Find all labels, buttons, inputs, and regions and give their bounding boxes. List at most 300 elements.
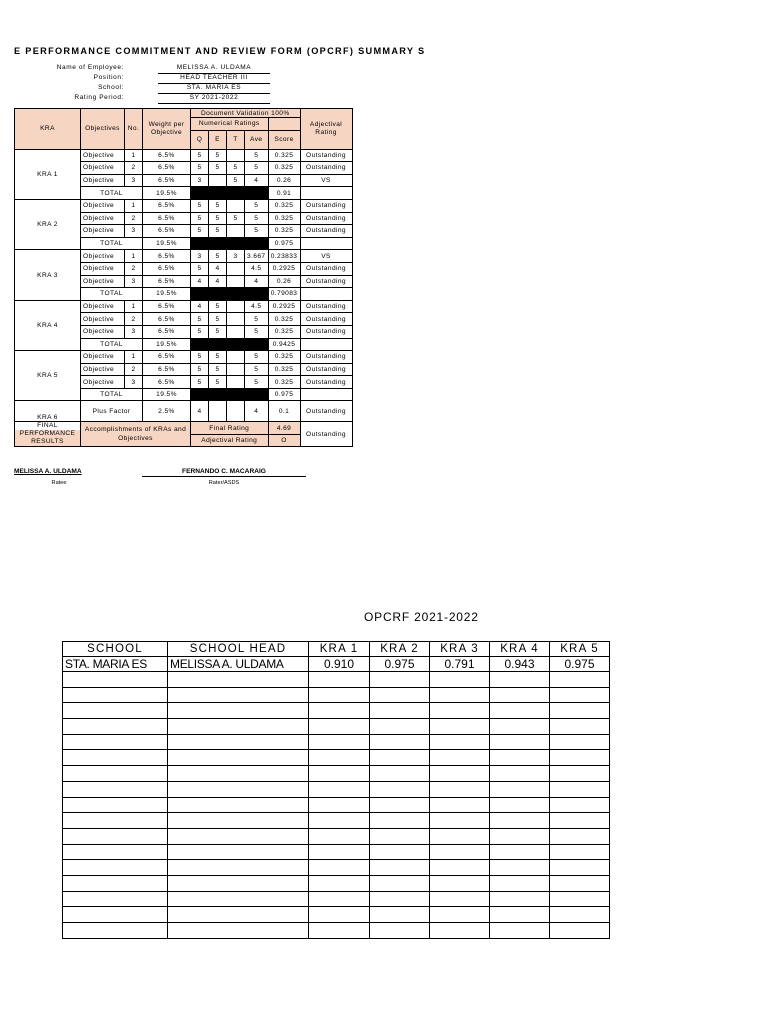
opcrf-empty-cell	[430, 687, 490, 703]
opcrf-empty-cell	[168, 875, 309, 891]
opcrf-cell: MELISSA A. ULDAMA	[168, 657, 309, 672]
objective-label: Objective	[81, 262, 125, 275]
opcrf-empty-cell	[430, 703, 490, 719]
opcrf-empty-cell	[63, 907, 168, 923]
opcrf-empty-cell	[550, 734, 610, 750]
opcrf-empty-row	[63, 891, 610, 907]
adjectival-rating: Outstanding	[300, 351, 352, 364]
opcrf-header-5: KRA 4	[490, 642, 550, 657]
opcrf-empty-cell	[63, 703, 168, 719]
objective-weight: 6.5%	[143, 262, 191, 275]
info-label: Rating Period:	[74, 94, 124, 101]
score: 0.2925	[268, 300, 300, 313]
header-ave: Ave	[245, 130, 269, 149]
score: 0.325	[268, 149, 300, 162]
opcrf-empty-cell	[430, 734, 490, 750]
opcrf-empty-cell	[168, 891, 309, 907]
adjectival-rating: Outstanding	[300, 225, 352, 238]
rating-e: 5	[209, 376, 227, 389]
rating-q: 5	[191, 162, 209, 175]
opcrf-empty-cell	[370, 687, 430, 703]
opcrf-empty-cell	[168, 703, 309, 719]
objective-no: 1	[125, 199, 143, 212]
opcrf-empty-cell	[309, 766, 370, 782]
rating-ave: 4	[245, 275, 269, 288]
score: 0.26	[268, 275, 300, 288]
opcrf-empty-cell	[168, 687, 309, 703]
opcrf-header-1: SCHOOL HEAD	[168, 642, 309, 657]
opcrf-cell: 0.943	[490, 657, 550, 672]
total-score: 0.975	[268, 237, 300, 250]
kra-label: KRA 1	[15, 149, 81, 199]
total-blackout	[191, 288, 269, 301]
rating-e	[209, 401, 227, 422]
rating-e: 5	[209, 212, 227, 225]
rating-e	[209, 174, 227, 187]
objective-label: Objective	[81, 363, 125, 376]
opcrf-empty-cell	[430, 923, 490, 939]
score: 0.325	[268, 313, 300, 326]
kra-label: KRA 3	[15, 250, 81, 300]
opcrf-empty-cell	[550, 797, 610, 813]
total-label: TOTAL	[81, 237, 143, 250]
adjectival-rating: Outstanding	[300, 212, 352, 225]
opcrf-empty-cell	[168, 672, 309, 688]
info-label: Position:	[93, 74, 124, 81]
info-value: MELISSA A. ULDAMA	[158, 64, 270, 74]
final-label: FINAL	[15, 422, 80, 430]
objective-label: Objective	[81, 225, 125, 238]
opcrf-empty-cell	[309, 703, 370, 719]
opcrf-empty-row	[63, 719, 610, 735]
opcrf-empty-cell	[490, 923, 550, 939]
opcrf-empty-row	[63, 687, 610, 703]
info-label: Name of Employee:	[56, 64, 124, 71]
total-label: TOTAL	[81, 187, 143, 200]
rating-q: 5	[191, 363, 209, 376]
opcrf-header-row	[63, 642, 610, 657]
opcrf-empty-cell	[490, 844, 550, 860]
objective-weight: 6.5%	[143, 363, 191, 376]
rating-e: 4	[209, 275, 227, 288]
opcrf-empty-cell	[309, 672, 370, 688]
opcrf-empty-cell	[309, 907, 370, 923]
opcrf-empty-row	[63, 766, 610, 782]
objective-no: 3	[125, 376, 143, 389]
opcrf-empty-cell	[168, 828, 309, 844]
plus-factor-label: Plus Factor	[81, 401, 143, 422]
opcrf-empty-cell	[490, 891, 550, 907]
opcrf-empty-row	[63, 844, 610, 860]
objective-no: 3	[125, 325, 143, 338]
total-adjectival-blank	[300, 288, 352, 301]
objective-weight: 6.5%	[143, 199, 191, 212]
opcrf-empty-cell	[550, 813, 610, 829]
opcrf-empty-cell	[370, 907, 430, 923]
opcrf-empty-cell	[63, 672, 168, 688]
score: 0.325	[268, 351, 300, 364]
opcrf-empty-cell	[63, 813, 168, 829]
opcrf-empty-cell	[370, 766, 430, 782]
rating-t	[227, 313, 245, 326]
opcrf-empty-cell	[370, 844, 430, 860]
rating-ave: 5	[245, 225, 269, 238]
objective-weight: 6.5%	[143, 225, 191, 238]
header-q: Q	[191, 130, 209, 149]
total-label: TOTAL	[81, 388, 143, 401]
opcrf-cell: 0.791	[430, 657, 490, 672]
objective-no: 2	[125, 162, 143, 175]
rating-q: 4	[191, 275, 209, 288]
objective-weight: 6.5%	[143, 300, 191, 313]
adjectival-rating: Outstanding	[300, 313, 352, 326]
rating-e: 4	[209, 262, 227, 275]
rating-t	[227, 262, 245, 275]
opcrf-empty-cell	[63, 766, 168, 782]
adjectival-rating: VS	[300, 250, 352, 263]
objective-label: Objective	[81, 351, 125, 364]
opcrf-empty-cell	[490, 750, 550, 766]
objective-weight: 6.5%	[143, 212, 191, 225]
objective-weight: 2.5%	[143, 401, 191, 422]
adjectival-rating-value: O	[268, 434, 300, 447]
opcrf-cell: 0.975	[370, 657, 430, 672]
final-rating-value: 4.69	[268, 422, 300, 435]
header-doc-validation: Document Validation 100%	[191, 109, 301, 118]
objective-label: Objective	[81, 376, 125, 389]
opcrf-empty-cell	[550, 750, 610, 766]
objective-label: Objective	[81, 325, 125, 338]
rating-e: 5	[209, 250, 227, 263]
opcrf-empty-cell	[168, 750, 309, 766]
opcrf-empty-cell	[168, 734, 309, 750]
adjectival-rating: Outstanding	[300, 363, 352, 376]
total-adjectival-blank	[300, 237, 352, 250]
score: 0.325	[268, 376, 300, 389]
opcrf-empty-cell	[63, 719, 168, 735]
opcrf-empty-row	[63, 703, 610, 719]
objective-no: 2	[125, 363, 143, 376]
rating-e: 5	[209, 351, 227, 364]
objective-weight: 6.5%	[143, 250, 191, 263]
performance-results-label: PERFORMANCE RESULTS	[19, 430, 76, 446]
opcrf-cell: STA. MARIA ES	[63, 657, 168, 672]
kra-label: KRA 4	[15, 300, 81, 350]
total-adjectival-blank	[300, 388, 352, 401]
opcrf-empty-cell	[168, 860, 309, 876]
opcrf-empty-cell	[550, 828, 610, 844]
objective-no: 1	[125, 351, 143, 364]
opcrf-empty-row	[63, 797, 610, 813]
objective-row	[15, 300, 353, 313]
opcrf-empty-cell	[490, 860, 550, 876]
rating-t	[227, 225, 245, 238]
rating-ave: 5	[245, 149, 269, 162]
rating-t	[227, 149, 245, 162]
rating-t	[227, 363, 245, 376]
opcrf-empty-cell	[430, 860, 490, 876]
total-weight: 19.5%	[143, 288, 191, 301]
opcrf-empty-cell	[309, 844, 370, 860]
rating-t: 5	[227, 174, 245, 187]
opcrf-empty-cell	[63, 844, 168, 860]
header-numerical: Numerical Ratings	[191, 118, 269, 131]
adjectival-rating: VS	[300, 174, 352, 187]
opcrf-empty-cell	[63, 860, 168, 876]
rating-e: 5	[209, 225, 227, 238]
opcrf-empty-row	[63, 734, 610, 750]
opcrf-empty-row	[63, 923, 610, 939]
total-weight: 19.5%	[143, 237, 191, 250]
final-adjectival-text: Outstanding	[300, 422, 352, 447]
form-title: E PERFORMANCE COMMITMENT AND REVIEW FORM (OPCRF) SUMMARY S	[14, 46, 426, 56]
rating-ave: 4	[245, 174, 269, 187]
opcrf-header-0: SCHOOL	[63, 642, 168, 657]
opcrf-header-2: KRA 1	[309, 642, 370, 657]
score: 0.26	[268, 174, 300, 187]
opcrf-empty-row	[63, 781, 610, 797]
rating-q: 3	[191, 174, 209, 187]
rating-q: 4	[191, 300, 209, 313]
final-rating-label: Final Rating	[191, 422, 269, 435]
opcrf-empty-cell	[370, 797, 430, 813]
rating-t	[227, 275, 245, 288]
opcrf-empty-cell	[550, 781, 610, 797]
opcrf-empty-cell	[550, 860, 610, 876]
opcrf-empty-cell	[63, 828, 168, 844]
objective-label: Objective	[81, 275, 125, 288]
rating-q: 5	[191, 149, 209, 162]
total-blackout	[191, 237, 269, 250]
objective-weight: 6.5%	[143, 149, 191, 162]
total-score: 0.975	[268, 388, 300, 401]
adjectival-rating: Outstanding	[300, 325, 352, 338]
objective-no: 2	[125, 313, 143, 326]
score: 0.325	[268, 212, 300, 225]
rating-t	[227, 325, 245, 338]
opcrf-empty-cell	[430, 875, 490, 891]
rating-q: 5	[191, 313, 209, 326]
rating-t	[227, 300, 245, 313]
score: 0.325	[268, 363, 300, 376]
opcrf-empty-cell	[168, 719, 309, 735]
opcrf-empty-cell	[550, 875, 610, 891]
rating-q: 5	[191, 376, 209, 389]
total-weight: 19.5%	[143, 187, 191, 200]
objective-no: 1	[125, 250, 143, 263]
opcrf-empty-cell	[370, 734, 430, 750]
opcrf-empty-cell	[370, 860, 430, 876]
objective-label: Objective	[81, 300, 125, 313]
objective-no: 1	[125, 300, 143, 313]
total-weight: 19.5%	[143, 338, 191, 351]
opcrf-empty-cell	[168, 923, 309, 939]
rating-ave: 5	[245, 162, 269, 175]
total-blackout	[191, 388, 269, 401]
opcrf-empty-cell	[550, 719, 610, 735]
adjectival-rating: Outstanding	[300, 162, 352, 175]
opcrf-empty-cell	[490, 813, 550, 829]
opcrf-empty-cell	[309, 734, 370, 750]
opcrf-empty-cell	[309, 891, 370, 907]
objective-weight: 6.5%	[143, 351, 191, 364]
rating-ave: 4.5	[245, 300, 269, 313]
rating-ave: 5	[245, 376, 269, 389]
opcrf-empty-cell	[430, 750, 490, 766]
opcrf-empty-cell	[309, 860, 370, 876]
total-score: 0.79083	[268, 288, 300, 301]
opcrf-empty-cell	[490, 797, 550, 813]
opcrf-empty-cell	[370, 875, 430, 891]
opcrf-empty-cell	[370, 781, 430, 797]
opcrf-empty-cell	[490, 781, 550, 797]
opcrf-empty-cell	[309, 797, 370, 813]
info-row-position	[14, 74, 274, 84]
objective-weight: 6.5%	[143, 325, 191, 338]
opcrf-empty-cell	[63, 781, 168, 797]
total-label: TOTAL	[81, 288, 143, 301]
info-row-rating-period	[14, 94, 274, 104]
objective-label: Objective	[81, 199, 125, 212]
header-no: No.	[125, 109, 143, 150]
rater-role: Rater/ASDS	[208, 480, 240, 486]
ratee-signature	[14, 468, 104, 486]
opcrf-cell: 0.975	[550, 657, 610, 672]
objective-row	[15, 250, 353, 263]
opcrf-header-3: KRA 2	[370, 642, 430, 657]
header-row	[15, 109, 353, 118]
opcrf-header-4: KRA 3	[430, 642, 490, 657]
score: 0.325	[268, 162, 300, 175]
rating-e: 5	[209, 363, 227, 376]
opcrf-empty-cell	[370, 672, 430, 688]
opcrf-data-row	[63, 657, 610, 672]
objective-label: Objective	[81, 162, 125, 175]
opcrf-empty-cell	[309, 923, 370, 939]
rating-ave: 5	[245, 313, 269, 326]
objective-weight: 6.5%	[143, 174, 191, 187]
rating-e: 5	[209, 300, 227, 313]
opcrf-results-table	[62, 641, 610, 939]
opcrf-empty-cell	[430, 766, 490, 782]
kra-label: KRA 6	[15, 401, 81, 422]
opcrf-empty-cell	[309, 813, 370, 829]
opcrf-empty-cell	[309, 719, 370, 735]
opcrf-empty-cell	[490, 875, 550, 891]
total-blackout	[191, 338, 269, 351]
adjectival-rating: Outstanding	[300, 262, 352, 275]
rating-t: 5	[227, 212, 245, 225]
opcrf-empty-cell	[550, 672, 610, 688]
total-label: TOTAL	[81, 338, 143, 351]
kra6-row	[15, 401, 353, 422]
objective-weight: 6.5%	[143, 376, 191, 389]
opcrf-empty-cell	[490, 828, 550, 844]
employee-info	[14, 64, 274, 104]
rating-q: 5	[191, 225, 209, 238]
objective-no: 3	[125, 275, 143, 288]
opcrf-empty-cell	[168, 813, 309, 829]
opcrf-empty-cell	[370, 828, 430, 844]
opcrf-empty-cell	[550, 907, 610, 923]
accomplishments-label: Accomplishments of KRAs and Objectives	[81, 422, 191, 447]
header-objectives: Objectives	[81, 109, 125, 150]
opcrf-empty-cell	[168, 797, 309, 813]
info-value: HEAD TEACHER III	[158, 74, 270, 84]
opcrf-empty-cell	[63, 923, 168, 939]
rating-ave: 4.5	[245, 262, 269, 275]
objective-no: 1	[125, 149, 143, 162]
score: 0.325	[268, 325, 300, 338]
header-adjectival: Adjectival Rating	[300, 109, 352, 150]
opcrf-empty-cell	[490, 687, 550, 703]
opcrf-empty-cell	[168, 907, 309, 923]
kra-label: KRA 2	[15, 199, 81, 249]
score: 0.325	[268, 199, 300, 212]
total-blackout	[191, 187, 269, 200]
rater-name: FERNANDO C. MACARAIG	[142, 468, 306, 477]
ratee-role: Ratee	[51, 480, 67, 486]
rating-ave: 5	[245, 199, 269, 212]
opcrf-empty-cell	[430, 907, 490, 923]
objective-label: Objective	[81, 149, 125, 162]
opcrf-empty-cell	[430, 844, 490, 860]
header-e: E	[209, 130, 227, 149]
info-row-school	[14, 84, 274, 94]
header-kra: KRA	[15, 109, 81, 150]
opcrf-empty-cell	[370, 891, 430, 907]
opcrf-empty-cell	[370, 923, 430, 939]
opcrf-empty-row	[63, 813, 610, 829]
kra-label: KRA 5	[15, 351, 81, 401]
rating-e: 5	[209, 199, 227, 212]
opcrf-empty-cell	[490, 734, 550, 750]
rating-t: 3	[227, 250, 245, 263]
info-value: STA. MARIA ES	[158, 84, 270, 94]
objective-weight: 6.5%	[143, 162, 191, 175]
rating-q: 5	[191, 325, 209, 338]
rating-q: 5	[191, 351, 209, 364]
rating-ave: 5	[245, 212, 269, 225]
rating-q: 5	[191, 199, 209, 212]
adjectival-rating: Outstanding	[300, 149, 352, 162]
adjectival-rating: Outstanding	[300, 376, 352, 389]
adjectival-rating-label: Adjectival Rating	[191, 434, 269, 447]
opcrf-empty-cell	[550, 687, 610, 703]
opcrf-empty-cell	[490, 907, 550, 923]
info-label: School:	[98, 84, 124, 91]
opcrf-empty-cell	[490, 703, 550, 719]
rating-e: 5	[209, 325, 227, 338]
info-value: SY 2021-2022	[158, 94, 270, 104]
rating-e: 5	[209, 162, 227, 175]
opcrf-empty-row	[63, 828, 610, 844]
opcrf-empty-row	[63, 860, 610, 876]
opcrf-empty-cell	[63, 891, 168, 907]
objective-row	[15, 351, 353, 364]
opcrf-empty-cell	[168, 766, 309, 782]
rater-signature	[142, 468, 306, 486]
adjectival-rating: Outstanding	[300, 300, 352, 313]
opcrf-title: OPCRF 2021-2022	[364, 610, 479, 624]
opcrf-empty-cell	[550, 766, 610, 782]
opcrf-empty-cell	[430, 813, 490, 829]
opcrf-empty-cell	[430, 781, 490, 797]
opcrf-empty-cell	[490, 719, 550, 735]
opcrf-empty-cell	[550, 844, 610, 860]
adjectival-rating: Outstanding	[300, 275, 352, 288]
opcrf-empty-cell	[309, 875, 370, 891]
